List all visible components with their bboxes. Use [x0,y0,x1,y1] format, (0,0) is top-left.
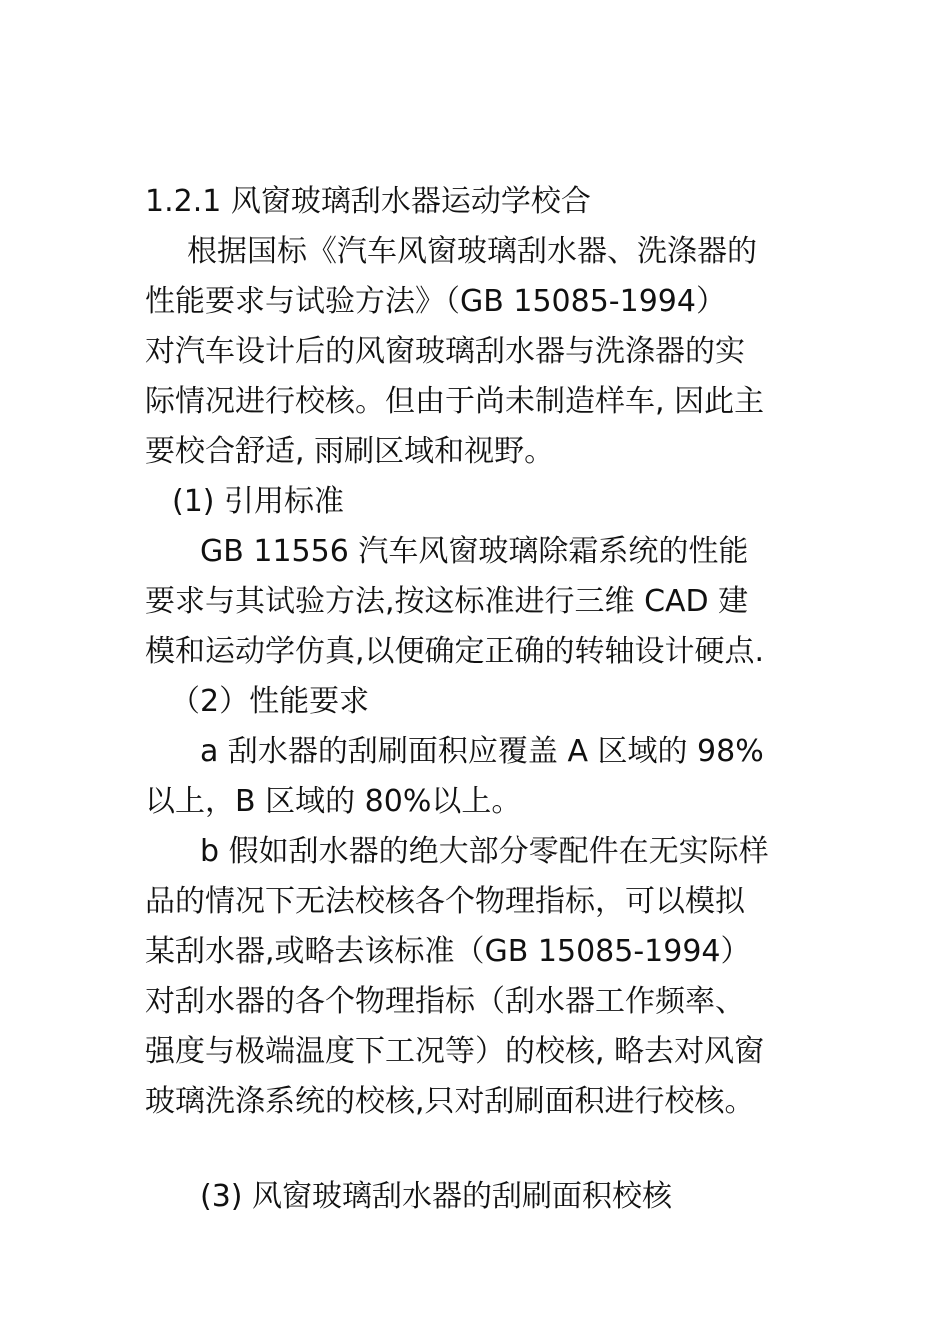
paragraph-line: 某刮水器,或略去该标准（GB 15085-1994） [145,934,751,969]
paragraph-line: 对刮水器的各个物理指标（刮水器工作频率、 [145,984,745,1019]
paragraph-line: 强度与极端温度下工况等）的校核, 略去对风窗 [145,1034,765,1069]
paragraph-line: a 刮水器的刮刷面积应覆盖 A 区域的 98% [200,734,764,769]
paragraph-line: 模和运动学仿真,以便确定正确的转轴设计硬点. [145,634,765,669]
paragraph-line: 性能要求与试验方法》（GB 15085-1994） [145,284,726,319]
paragraph-line: 际情况进行校核。但由于尚未制造样车, 因此主 [145,384,765,419]
section-heading: 1.2.1 风窗玻璃刮水器运动学校合 [145,184,591,219]
paragraph-line: 对汽车设计后的风窗玻璃刮水器与洗涤器的实 [145,334,745,369]
paragraph-line: 要求与其试验方法,按这标准进行三维 CAD 建 [145,584,749,619]
paragraph-line: 要校合舒适, 雨刷区域和视野。 [145,434,555,469]
paragraph-line: 根据国标《汽车风窗玻璃刮水器、洗涤器的 [187,234,757,269]
paragraph-line: 以上，B 区域的 80%以上。 [145,784,522,819]
subsection-heading: (1) 引用标准 [172,484,345,519]
subsection-heading: （2）性能要求 [170,684,370,719]
paragraph-line: 玻璃洗涤系统的校核,只对刮刷面积进行校核。 [145,1084,755,1119]
subsection-heading: (3) 风窗玻璃刮水器的刮刷面积校核 [200,1179,673,1214]
paragraph-line: GB 11556 汽车风窗玻璃除霜系统的性能 [200,534,749,569]
paragraph-line: 品的情况下无法校核各个物理指标，可以模拟 [145,884,745,919]
paragraph-line: b 假如刮水器的绝大部分零配件在无实际样 [200,834,769,869]
